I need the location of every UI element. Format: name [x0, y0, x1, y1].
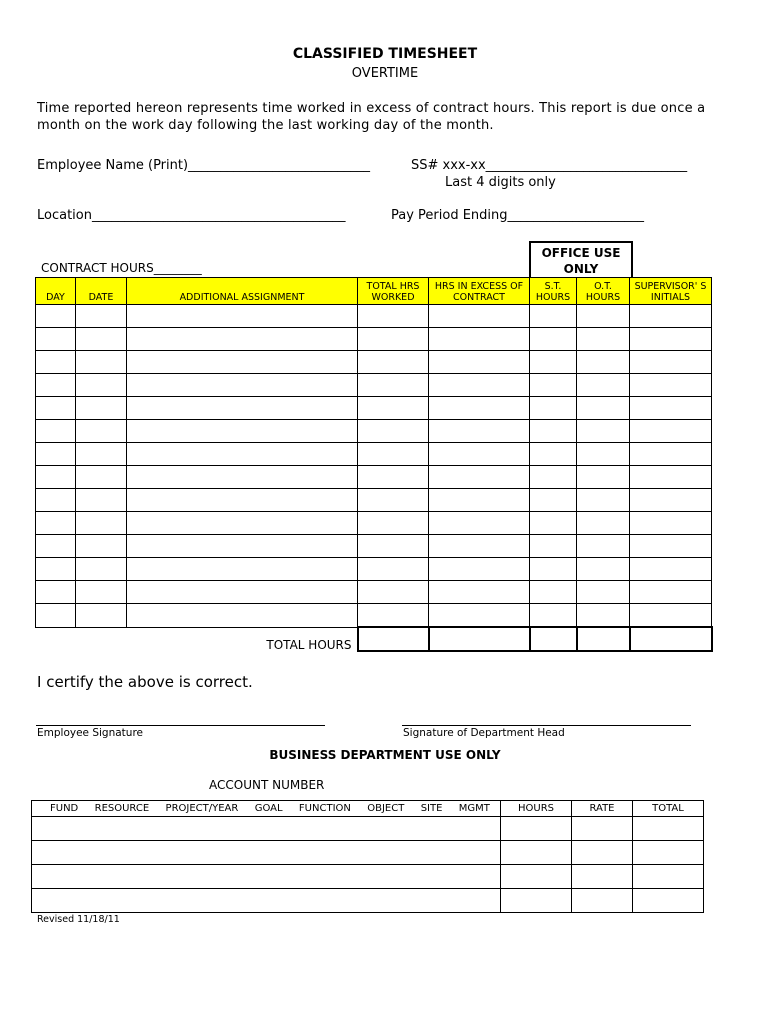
account-col-label: GOAL	[254, 803, 283, 814]
cell-initials[interactable]	[630, 581, 712, 604]
account-cell-account[interactable]	[32, 841, 501, 865]
contract-hours-field[interactable]: CONTRACT HOURS________	[41, 261, 202, 275]
cell-total-hrs[interactable]	[358, 351, 429, 374]
table-row	[36, 397, 712, 420]
cell-initials[interactable]	[630, 535, 712, 558]
cell-ot[interactable]	[577, 420, 630, 443]
employee-name-field[interactable]: Employee Name (Print)____________________________	[37, 158, 371, 173]
cell-ot[interactable]	[577, 305, 630, 328]
account-cell-hours[interactable]	[501, 841, 572, 865]
cell-assignment[interactable]	[127, 420, 358, 443]
cell-initials[interactable]	[630, 351, 712, 374]
cell-date[interactable]	[76, 581, 127, 604]
table-row	[36, 489, 712, 512]
cell-assignment[interactable]	[127, 535, 358, 558]
account-cell-total[interactable]	[633, 841, 704, 865]
cell-excess[interactable]	[429, 581, 530, 604]
cell-excess[interactable]	[429, 604, 530, 628]
cell-st[interactable]	[530, 466, 577, 489]
cell-day[interactable]	[36, 328, 76, 351]
cell-date[interactable]	[76, 420, 127, 443]
table-row	[36, 558, 712, 581]
cell-total-hrs[interactable]	[358, 466, 429, 489]
table-row	[36, 512, 712, 535]
cell-day[interactable]	[36, 443, 76, 466]
cell-assignment[interactable]	[127, 489, 358, 512]
cell-ot[interactable]	[577, 581, 630, 604]
cell-assignment[interactable]	[127, 305, 358, 328]
cell-total-hrs[interactable]	[358, 420, 429, 443]
cell-assignment[interactable]	[127, 328, 358, 351]
account-col-label: FUND	[50, 803, 79, 814]
total-hours-row	[36, 627, 712, 651]
account-row	[32, 889, 704, 913]
cell-assignment[interactable]	[127, 512, 358, 535]
cell-day[interactable]	[36, 305, 76, 328]
account-table	[31, 800, 704, 913]
table-row	[36, 466, 712, 489]
cell-excess[interactable]	[429, 443, 530, 466]
account-number-label: ACCOUNT NUMBER	[209, 778, 325, 792]
cell-st[interactable]	[530, 397, 577, 420]
cell-excess[interactable]	[429, 397, 530, 420]
total-excess-cell[interactable]	[429, 627, 530, 651]
cell-day[interactable]	[36, 420, 76, 443]
cell-total-hrs[interactable]	[358, 328, 429, 351]
cell-day[interactable]	[36, 466, 76, 489]
col-ot: O.T. HOURS	[577, 278, 630, 305]
account-cell-hours[interactable]	[501, 865, 572, 889]
cell-initials[interactable]	[630, 420, 712, 443]
table-row	[36, 420, 712, 443]
cell-date[interactable]	[76, 604, 127, 628]
cell-ot[interactable]	[577, 443, 630, 466]
cell-date[interactable]	[76, 397, 127, 420]
account-col-label: PROJECT/YEAR	[165, 803, 239, 814]
cell-date[interactable]	[76, 328, 127, 351]
cell-date[interactable]	[76, 351, 127, 374]
cell-excess[interactable]	[429, 351, 530, 374]
account-col-label: SITE	[420, 803, 443, 814]
cell-date[interactable]	[76, 374, 127, 397]
intro-text: Time reported hereon represents time worked in excess of contract hours. This report is due once a month on the work day following the last working day of the month.	[37, 101, 706, 133]
account-cell-account[interactable]	[32, 889, 501, 913]
cell-initials[interactable]	[630, 328, 712, 351]
cell-ot[interactable]	[577, 328, 630, 351]
total-ot-cell[interactable]	[577, 627, 630, 651]
account-cell-hours[interactable]	[501, 817, 572, 841]
table-row	[36, 604, 712, 628]
account-cell-hours[interactable]	[501, 889, 572, 913]
cell-date[interactable]	[76, 535, 127, 558]
col-assignment: ADDITIONAL ASSIGNMENT	[127, 278, 358, 305]
cell-assignment[interactable]	[127, 374, 358, 397]
employee-signature-line[interactable]	[36, 725, 325, 726]
cell-total-hrs[interactable]	[358, 489, 429, 512]
col-total: TOTAL	[633, 801, 704, 817]
cell-excess[interactable]	[429, 535, 530, 558]
cell-initials[interactable]	[630, 512, 712, 535]
cell-ot[interactable]	[577, 351, 630, 374]
cell-day[interactable]	[36, 351, 76, 374]
cell-total-hrs[interactable]	[358, 397, 429, 420]
cell-day[interactable]	[36, 512, 76, 535]
cell-st[interactable]	[530, 443, 577, 466]
cell-st[interactable]	[530, 420, 577, 443]
cell-total-hrs[interactable]	[358, 604, 429, 628]
cell-total-hrs[interactable]	[358, 535, 429, 558]
account-cell-rate[interactable]	[572, 889, 633, 913]
dept-head-signature-label: Signature of Department Head	[403, 727, 565, 739]
account-cell-rate[interactable]	[572, 817, 633, 841]
ss-note: Last 4 digits only	[445, 175, 556, 190]
cell-date[interactable]	[76, 558, 127, 581]
account-cell-rate[interactable]	[572, 865, 633, 889]
account-header-row	[32, 801, 704, 817]
cell-st[interactable]	[530, 351, 577, 374]
cell-total-hrs[interactable]	[358, 512, 429, 535]
cell-initials[interactable]	[630, 558, 712, 581]
revised-date: Revised 11/18/11	[37, 914, 120, 925]
cell-ot[interactable]	[577, 374, 630, 397]
cell-day[interactable]	[36, 374, 76, 397]
account-cell-account[interactable]	[32, 865, 501, 889]
account-col-label: OBJECT	[367, 803, 405, 814]
ss-field[interactable]: SS# xxx-xx_______________________________	[411, 158, 688, 173]
cell-excess[interactable]	[429, 489, 530, 512]
cell-assignment[interactable]	[127, 604, 358, 628]
table-row	[36, 305, 712, 328]
cell-total-hrs[interactable]	[358, 443, 429, 466]
account-cell-total[interactable]	[633, 817, 704, 841]
cell-total-hrs[interactable]	[358, 581, 429, 604]
col-day: DAY	[36, 278, 76, 305]
cell-total-hrs[interactable]	[358, 305, 429, 328]
cell-st[interactable]	[530, 558, 577, 581]
location-field[interactable]: Location_______________________________________	[37, 208, 346, 223]
total-initials-cell[interactable]	[630, 627, 712, 651]
account-cell-account[interactable]	[32, 817, 501, 841]
cell-ot[interactable]	[577, 512, 630, 535]
page-subtitle: OVERTIME	[351, 66, 419, 81]
cell-initials[interactable]	[630, 604, 712, 628]
cell-date[interactable]	[76, 489, 127, 512]
timesheet-header-row	[36, 278, 712, 305]
cell-day[interactable]	[36, 558, 76, 581]
cell-initials[interactable]	[630, 443, 712, 466]
cell-assignment[interactable]	[127, 351, 358, 374]
account-col-label: RESOURCE	[94, 803, 150, 814]
cell-ot[interactable]	[577, 535, 630, 558]
account-row	[32, 817, 704, 841]
cell-st[interactable]	[530, 489, 577, 512]
cell-assignment[interactable]	[127, 397, 358, 420]
cell-day[interactable]	[36, 535, 76, 558]
cell-excess[interactable]	[429, 305, 530, 328]
cell-ot[interactable]	[577, 604, 630, 628]
cell-day[interactable]	[36, 489, 76, 512]
office-use-box: OFFICE USE ONLY	[529, 241, 633, 279]
total-st-cell[interactable]	[530, 627, 577, 651]
account-cell-total[interactable]	[633, 889, 704, 913]
timesheet-table	[35, 277, 713, 652]
cell-excess[interactable]	[429, 420, 530, 443]
business-heading: BUSINESS DEPARTMENT USE ONLY	[269, 748, 501, 762]
col-st: S.T. HOURS	[530, 278, 577, 305]
table-row	[36, 351, 712, 374]
total-hours-label: TOTAL HOURS	[266, 638, 352, 652]
col-initials: SUPERVISOR' S INITIALS	[630, 278, 712, 305]
cell-st[interactable]	[530, 581, 577, 604]
cell-assignment[interactable]	[127, 581, 358, 604]
cell-assignment[interactable]	[127, 558, 358, 581]
account-columns-header	[32, 801, 501, 817]
cell-date[interactable]	[76, 443, 127, 466]
cell-assignment[interactable]	[127, 443, 358, 466]
pay-period-field[interactable]: Pay Period Ending_____________________	[391, 208, 645, 223]
cell-ot[interactable]	[577, 466, 630, 489]
account-col-label: FUNCTION	[298, 803, 351, 814]
cell-st[interactable]	[530, 328, 577, 351]
cell-st[interactable]	[530, 374, 577, 397]
table-row	[36, 581, 712, 604]
cell-total-hrs[interactable]	[358, 374, 429, 397]
col-hours: HOURS	[501, 801, 572, 817]
table-row	[36, 443, 712, 466]
account-row	[32, 841, 704, 865]
cell-initials[interactable]	[630, 489, 712, 512]
cell-excess[interactable]	[429, 374, 530, 397]
cell-initials[interactable]	[630, 305, 712, 328]
cell-date[interactable]	[76, 512, 127, 535]
cell-initials[interactable]	[630, 466, 712, 489]
certify-statement: I certify the above is correct.	[37, 673, 253, 691]
cell-excess[interactable]	[429, 466, 530, 489]
cell-ot[interactable]	[577, 489, 630, 512]
account-col-label: MGMT	[458, 803, 490, 814]
cell-date[interactable]	[76, 305, 127, 328]
page-title: CLASSIFIED TIMESHEET	[292, 46, 478, 62]
cell-excess[interactable]	[429, 328, 530, 351]
cell-day[interactable]	[36, 397, 76, 420]
cell-assignment[interactable]	[127, 466, 358, 489]
col-date: DATE	[76, 278, 127, 305]
cell-excess[interactable]	[429, 558, 530, 581]
account-cell-total[interactable]	[633, 865, 704, 889]
cell-initials[interactable]	[630, 397, 712, 420]
account-row	[32, 865, 704, 889]
cell-ot[interactable]	[577, 397, 630, 420]
cell-date[interactable]	[76, 466, 127, 489]
col-total-hrs: TOTAL HRS WORKED	[358, 278, 429, 305]
cell-st[interactable]	[530, 604, 577, 628]
col-rate: RATE	[572, 801, 633, 817]
cell-initials[interactable]	[630, 374, 712, 397]
employee-signature-label: Employee Signature	[37, 727, 143, 739]
table-row	[36, 535, 712, 558]
col-excess: HRS IN EXCESS OF CONTRACT	[429, 278, 530, 305]
total-hours-cell[interactable]	[358, 627, 429, 651]
cell-ot[interactable]	[577, 558, 630, 581]
dept-head-signature-line[interactable]	[402, 725, 691, 726]
cell-day[interactable]	[36, 604, 76, 628]
table-row	[36, 374, 712, 397]
cell-total-hrs[interactable]	[358, 558, 429, 581]
cell-day[interactable]	[36, 581, 76, 604]
cell-st[interactable]	[530, 512, 577, 535]
cell-excess[interactable]	[429, 512, 530, 535]
account-cell-rate[interactable]	[572, 841, 633, 865]
cell-st[interactable]	[530, 305, 577, 328]
cell-st[interactable]	[530, 535, 577, 558]
table-row	[36, 328, 712, 351]
